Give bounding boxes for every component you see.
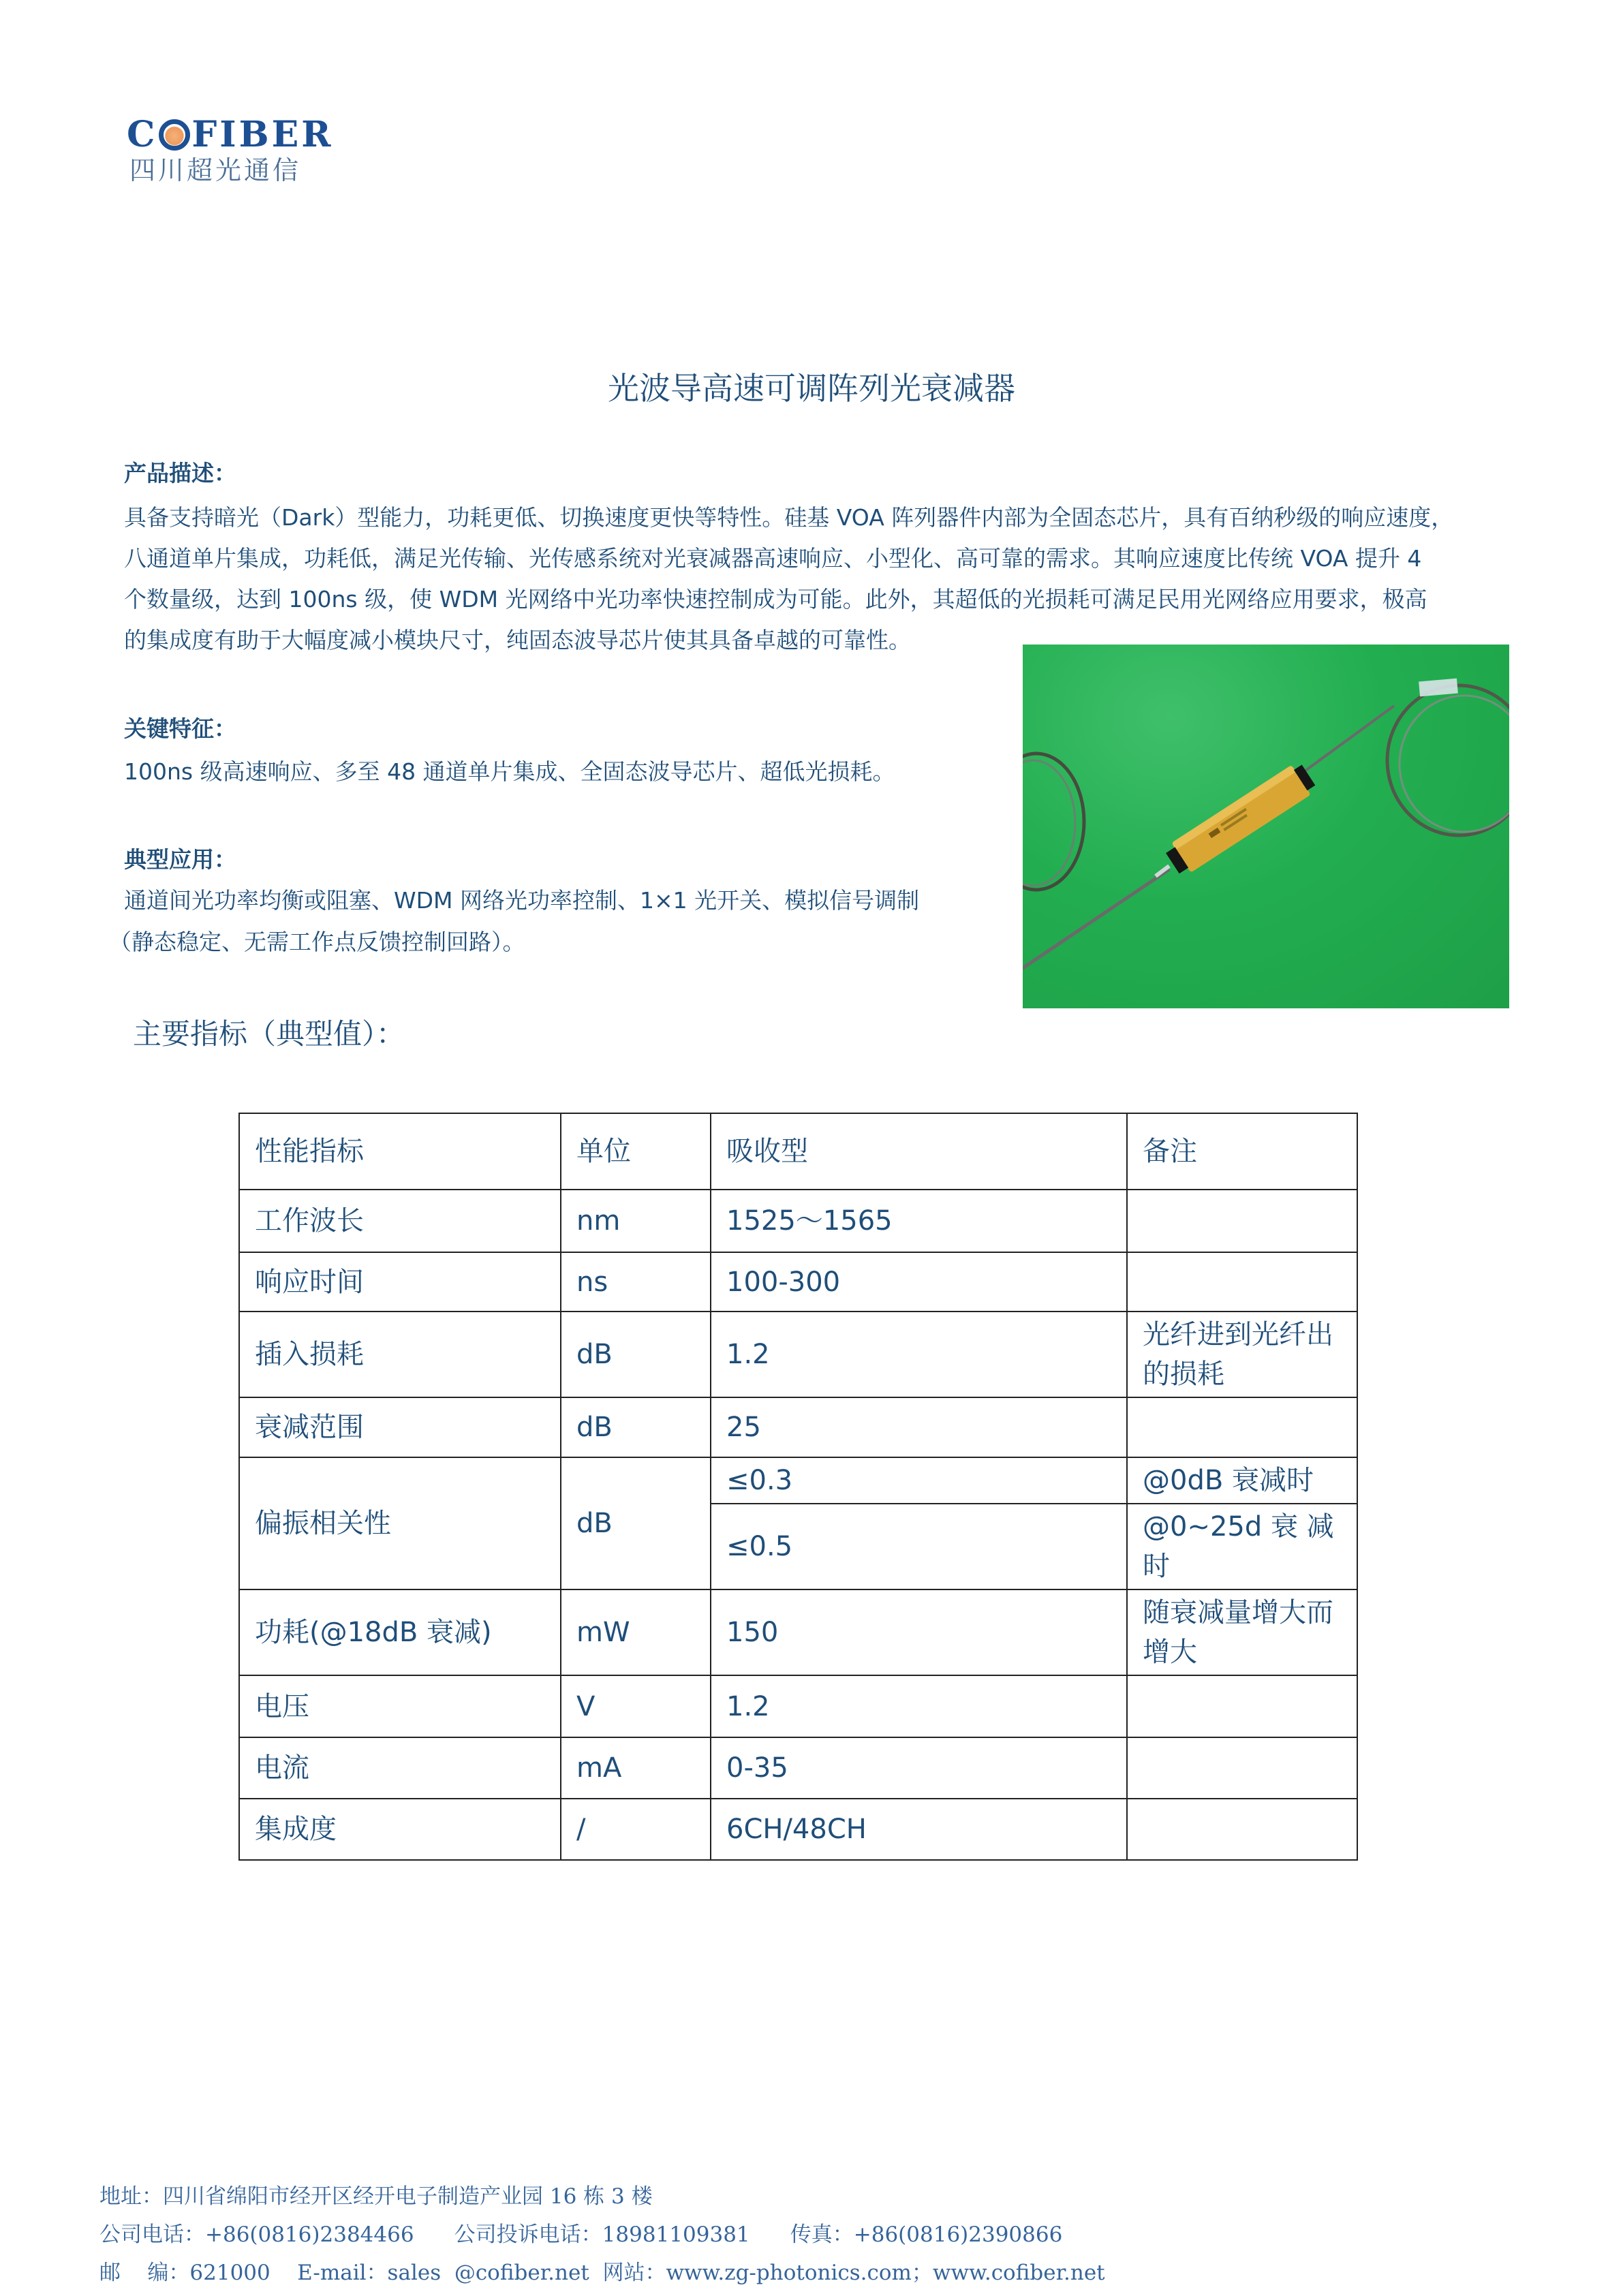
param-cell: 衰减范围 <box>239 1397 561 1457</box>
unit-cell: ns <box>561 1252 711 1312</box>
note-cell <box>1127 1252 1357 1312</box>
table-row <box>239 1252 1357 1312</box>
value-cell: 150 <box>711 1589 1127 1675</box>
footer-postal-email-website: 邮 编：621000 E-mail：sales @cofiber.net 网站：www.zg-photonics.com；www.cofiber.net <box>99 2261 1105 2285</box>
param-cell: 电压 <box>239 1675 561 1737</box>
voa-module-illustration <box>1023 645 1509 1008</box>
param-cell: 功耗(@18dB 衰减) <box>239 1589 561 1675</box>
description-line-1: 具备支持暗光（Dark）型能力，功耗更低、切换速度更快等特性。硅基 VOA 阵列器件内部为全固态芯片，具有百纳秒级的响应速度， <box>124 504 1454 531</box>
features-heading: 关键特征： <box>124 715 236 742</box>
table-row <box>239 1190 1357 1252</box>
note-cell: @0dB 衰减时 <box>1127 1457 1357 1504</box>
param-cell: 响应时间 <box>239 1252 561 1312</box>
logo-letters-fiber: FIBER <box>191 114 334 155</box>
column-header-notes: 备注 <box>1127 1113 1357 1190</box>
table-row <box>239 1737 1357 1799</box>
column-header-absorption-type: 吸收型 <box>711 1113 1127 1190</box>
note-cell <box>1127 1675 1357 1737</box>
value-cell: 1.2 <box>711 1312 1127 1397</box>
specs-table <box>238 1113 1358 1861</box>
description-line-3: 个数量级，达到 100ns 级，使 WDM 光网络中光功率快速控制成为可能。此外，其超低的光损耗可满足民用光网络应用要求，极高 <box>124 586 1427 612</box>
table-row <box>239 1457 1357 1504</box>
features-text: 100ns 级高速响应、多至 48 通道单片集成、全固态波导芯片、超低光损耗。 <box>124 758 895 785</box>
description-heading: 产品描述： <box>124 460 236 486</box>
column-header-unit: 单位 <box>561 1113 711 1190</box>
footer-phone-fax: 公司电话：+86(0816)2384466 公司投诉电话：18981109381 传真：+86(0816)2390866 <box>99 2222 1063 2247</box>
unit-cell: dB <box>561 1457 711 1589</box>
note-cell: 随衰减量增大而增大 <box>1127 1589 1357 1675</box>
unit-cell: dB <box>561 1397 711 1457</box>
param-cell: 工作波长 <box>239 1190 561 1252</box>
company-logo <box>127 116 399 191</box>
param-cell: 电流 <box>239 1737 561 1799</box>
note-cell <box>1127 1799 1357 1860</box>
product-photo <box>1023 645 1509 1008</box>
logo-letter-c: C <box>127 114 158 155</box>
value-cell: 25 <box>711 1397 1127 1457</box>
column-header-param: 性能指标 <box>239 1113 561 1190</box>
unit-cell: nm <box>561 1190 711 1252</box>
unit-cell: mA <box>561 1737 711 1799</box>
value-cell: 0-35 <box>711 1737 1127 1799</box>
note-cell <box>1127 1737 1357 1799</box>
footer-address: 地址：四川省绵阳市经开区经开电子制造产业园 16 栋 3 楼 <box>99 2184 653 2209</box>
note-cell <box>1127 1397 1357 1457</box>
table-row <box>239 1397 1357 1457</box>
specs-heading: 主要指标（典型值）： <box>133 1017 405 1051</box>
logo-wordmark <box>127 116 333 154</box>
param-cell: 集成度 <box>239 1799 561 1860</box>
applications-line-2: （静态稳定、无需工作点反馈控制回路）。 <box>109 929 525 955</box>
table-row <box>239 1675 1357 1737</box>
table-row <box>239 1589 1357 1675</box>
table-row <box>239 1312 1357 1397</box>
description-line-4: 的集成度有助于大幅度减小模块尺寸，纯固态波导芯片使其具备卓越的可靠性。 <box>124 627 911 653</box>
document-title: 光波导高速可调阵列光衰减器 <box>608 370 1015 407</box>
note-cell: 光纤进到光纤出的损耗 <box>1127 1312 1357 1397</box>
table-row <box>239 1799 1357 1860</box>
value-cell: 100-300 <box>711 1252 1127 1312</box>
unit-cell: V <box>561 1675 711 1737</box>
note-cell <box>1127 1190 1357 1252</box>
unit-cell: / <box>561 1799 711 1860</box>
logo-company-chinese: 四川超光通信 <box>129 155 302 185</box>
applications-line-1: 通道间光功率均衡或阻塞、WDM 网络光功率控制、1×1 光开关、模拟信号调制 <box>124 887 920 914</box>
value-cell: 6CH/48CH <box>711 1799 1127 1860</box>
value-cell: ≤0.5 <box>711 1504 1127 1589</box>
value-cell: 1.2 <box>711 1675 1127 1737</box>
unit-cell: mW <box>561 1589 711 1675</box>
param-cell: 插入损耗 <box>239 1312 561 1397</box>
param-cell: 偏振相关性 <box>239 1457 561 1589</box>
note-cell: @0~25d 衰 减时 <box>1127 1504 1357 1589</box>
description-line-2: 八通道单片集成，功耗低，满足光传输、光传感系统对光衰减器高速响应、小型化、高可靠的需求。其响应速度比传统 VOA 提升 4 <box>124 545 1422 572</box>
logo-globe-icon <box>159 119 190 151</box>
table-header-row <box>239 1113 1357 1190</box>
value-cell: ≤0.3 <box>711 1457 1127 1504</box>
applications-heading: 典型应用： <box>124 846 236 873</box>
value-cell: 1525～1565 <box>711 1190 1127 1252</box>
footer-contact <box>99 2177 1105 2292</box>
unit-cell: dB <box>561 1312 711 1397</box>
